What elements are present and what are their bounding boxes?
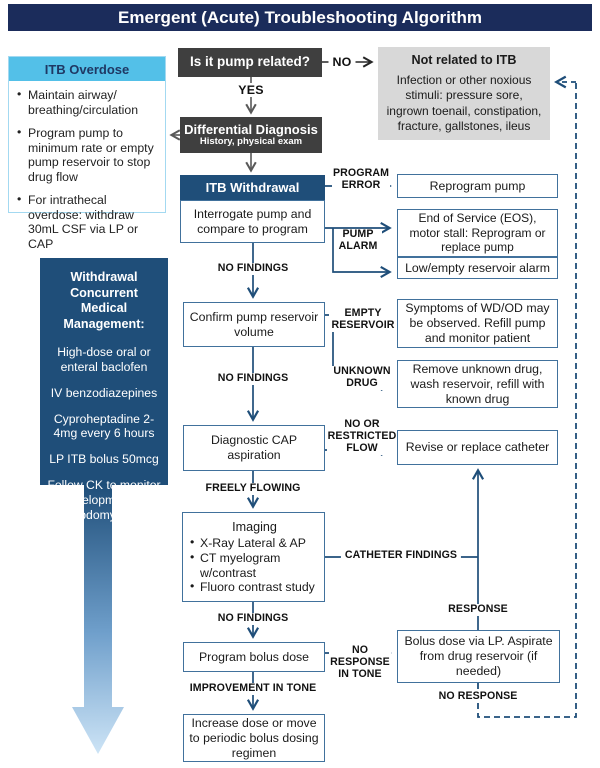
no-branch-label: NO — [329, 55, 356, 69]
itb-overdose-panel — [8, 56, 166, 251]
overdose-bullet: • For intrathecal overdose: withdraw 30mL CSF via LP or CAP — [17, 193, 159, 251]
differential-diagnosis-box — [180, 117, 322, 153]
response-label: RESPONSE — [444, 604, 512, 616]
revise-catheter-box: Revise or replace catheter — [397, 430, 558, 465]
no-response-label: NO RESPONSE — [435, 691, 522, 703]
withdrawal-timeline-arrow — [72, 484, 124, 754]
catheter-findings-label: CATHETER FINDINGS — [341, 550, 461, 562]
no-findings-label: NO FINDINGS — [214, 373, 293, 385]
imaging-bullet: • Fluoro contrast study — [189, 580, 320, 595]
symptoms-wd-od-box: Symptoms of WD/OD may be observed. Refill pump and monitor patient — [397, 299, 558, 348]
differential-diagnosis-title: Differential Diagnosis — [184, 121, 318, 137]
itb-overdose-body — [9, 81, 165, 264]
itb-overdose-title: ITB Overdose — [9, 57, 165, 81]
pump-alarm-label: PUMP ALARM — [334, 229, 382, 253]
withdrawal-management-item: LP ITB bolus 50mcg — [49, 452, 159, 467]
reservoir-alarm-box: Low/empty reservoir alarm — [397, 257, 558, 279]
imaging-title: Imaging — [232, 519, 277, 534]
freely-flowing-label: FREELY FLOWING — [202, 483, 305, 495]
unknown-drug-label: UNKNOWN DRUG — [331, 366, 393, 390]
withdrawal-management-item: High-dose oral or enteral baclofen — [57, 344, 151, 374]
no-findings-label: NO FINDINGS — [214, 263, 293, 275]
itb-withdrawal-header: ITB Withdrawal — [180, 175, 325, 200]
imaging-bullet: • X-Ray Lateral & AP — [189, 536, 320, 551]
not-related-itb-title: Not related to ITB — [411, 53, 517, 67]
overdose-bullet: • Maintain airway/ breathing/circulation — [17, 88, 159, 117]
page-title: Emergent (Acute) Troubleshooting Algorithm — [8, 4, 592, 31]
remove-unknown-drug-box: Remove unknown drug, wash reservoir, refill with known drug — [397, 360, 558, 408]
withdrawal-management-item: IV benzodiazepines — [50, 385, 158, 400]
overdose-bullet: • Program pump to minimum rate or empty pump reservoir to stop drug flow — [17, 126, 159, 184]
imaging-bullet: • CT myelogram w/contrast — [189, 551, 320, 581]
improvement-in-tone-label: IMPROVEMENT IN TONE — [186, 683, 321, 695]
eos-motor-stall-box: End of Service (EOS), motor stall: Reprogram or replace pump — [397, 209, 558, 257]
empty-reservoir-label: EMPTY RESERVOIR — [329, 308, 397, 332]
no-findings-label: NO FINDINGS — [214, 613, 293, 625]
confirm-reservoir-box: Confirm pump reservoir volume — [183, 302, 325, 347]
withdrawal-management-item: Cyproheptadine 2-4mg every 6 hours — [53, 411, 155, 441]
reprogram-pump-box: Reprogram pump — [397, 174, 558, 198]
yes-branch-label: YES — [234, 83, 267, 97]
not-related-itb-box — [378, 47, 550, 140]
withdrawal-management-title: Withdrawal Concurrent Medical Management: — [63, 270, 145, 332]
no-restricted-flow-label: NO OR RESTRICTED FLOW — [327, 418, 397, 454]
interrogate-pump-box: Interrogate pump and compare to program — [180, 200, 325, 243]
no-response-in-tone-label: NO RESPONSE IN TONE — [330, 644, 390, 680]
withdrawal-management-panel — [40, 258, 168, 522]
increase-dose-box: Increase dose or move to periodic bolus dosing regimen — [183, 714, 325, 762]
differential-diagnosis-subtitle: History, physical exam — [199, 135, 303, 147]
program-bolus-box: Program bolus dose — [183, 642, 325, 672]
imaging-box — [182, 512, 325, 602]
bolus-lp-box: Bolus dose via LP. Aspirate from drug reservoir (if needed) — [397, 630, 560, 683]
cap-aspiration-box: Diagnostic CAP aspiration — [183, 425, 325, 471]
not-related-itb-body: Infection or other noxious stimuli: pressure sore, ingrown toenail, constipation, fracture, gallstones, ileus — [386, 73, 542, 134]
program-error-label: PROGRAM ERROR — [332, 167, 390, 191]
pump-question-box: Is it pump related? — [178, 48, 322, 77]
withdrawal-management-item: Follow CK to monitor development of rhabdomyolysis — [47, 478, 161, 522]
